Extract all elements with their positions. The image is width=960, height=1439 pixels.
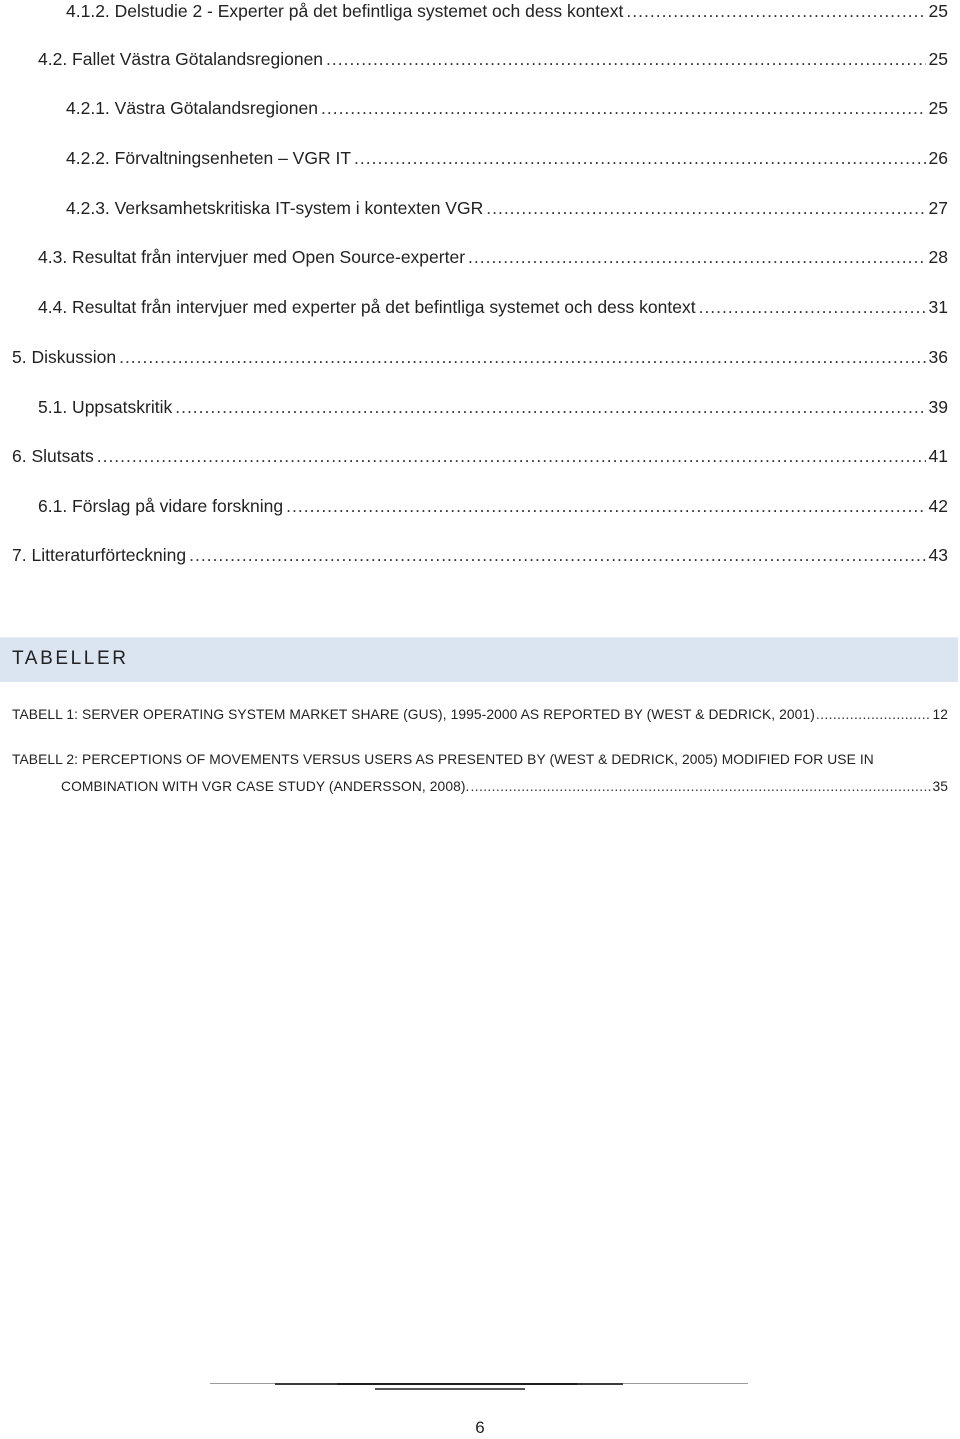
toc-dot-leader — [699, 296, 926, 318]
toc-entry[interactable] — [66, 147, 948, 169]
toc-entry-title: 5. Diskussion — [12, 347, 117, 367]
toc-entry[interactable] — [38, 296, 948, 318]
toc-entry[interactable] — [38, 396, 948, 418]
toc-entry-page: 36 — [928, 347, 948, 367]
toc-entry-page: 28 — [928, 247, 948, 267]
footer-decorative-rules — [0, 1380, 960, 1392]
table-of-contents — [0, 0, 960, 580]
toc-entry-title: 4.1.2. Delstudie 2 - Experter på det befintliga systemet och dess kontext — [66, 1, 624, 21]
toc-entry-page: 27 — [928, 198, 948, 218]
toc-entry-title: 7. Litteraturförteckning — [12, 545, 187, 565]
toc-entry[interactable] — [66, 197, 948, 219]
toc-entry[interactable] — [12, 445, 948, 467]
toc-entry-page: 25 — [928, 49, 948, 69]
toc-entry-page: 25 — [928, 1, 948, 21]
toc-dot-leader — [816, 702, 932, 729]
table-list-entry-title: TABELL 2: PERCEPTIONS OF MOVEMENTS VERSUS USERS AS PRESENTED BY (WEST & DEDRICK, 2005) MODIFIED FOR USE IN — [12, 752, 874, 767]
toc-entry-title: 4.4. Resultat från intervjuer med experter på det befintliga systemet och dess kontext — [38, 297, 696, 317]
toc-entry-title: 6.1. Förslag på vidare forskning — [38, 496, 284, 516]
toc-dot-leader — [97, 445, 926, 467]
toc-entry[interactable] — [66, 97, 948, 119]
page-number: 6 — [475, 1418, 485, 1437]
toc-dot-leader — [354, 147, 926, 169]
table-list-entry[interactable] — [12, 747, 948, 800]
table-list-entry-page: 12 — [932, 707, 948, 722]
toc-dot-leader — [468, 246, 926, 268]
toc-entry-title: 5.1. Uppsatskritik — [38, 397, 173, 417]
toc-entry[interactable] — [12, 544, 948, 566]
toc-entry-page: 41 — [928, 446, 948, 466]
footer-rule — [337, 1383, 577, 1385]
footer-rule — [375, 1388, 525, 1390]
toc-entry-title: 4.2. Fallet Västra Götalandsregionen — [38, 49, 324, 69]
toc-entry-page: 39 — [928, 397, 948, 417]
toc-entry[interactable] — [38, 48, 948, 70]
toc-entry-page: 25 — [928, 98, 948, 118]
toc-entry-page: 42 — [928, 496, 948, 516]
table-list-entry[interactable] — [12, 702, 948, 729]
toc-entry[interactable] — [38, 495, 948, 517]
toc-entry[interactable] — [12, 346, 948, 368]
toc-dot-leader — [175, 396, 925, 418]
toc-entry[interactable] — [66, 0, 948, 22]
tables-section-header — [0, 637, 958, 682]
toc-entry-title: 4.2.3. Verksamhetskritiska IT-system i kontexten VGR — [66, 198, 484, 218]
toc-dot-leader — [626, 0, 925, 22]
table-list-entry-line — [12, 747, 948, 774]
table-list-entry-line — [12, 774, 948, 801]
table-list-entry-title-continued: COMBINATION WITH VGR CASE STUDY (ANDERSSON, 2008). — [61, 778, 470, 794]
toc-entry-title: 4.2.1. Västra Götalandsregionen — [66, 98, 318, 118]
toc-entry-page: 43 — [928, 545, 948, 565]
toc-dot-leader — [321, 97, 926, 119]
tables-section-heading: TABELLER — [12, 648, 129, 669]
toc-dot-leader — [189, 544, 925, 566]
table-list-entry-page: 35 — [932, 778, 948, 794]
table-list-entry-title: TABELL 1: SERVER OPERATING SYSTEM MARKET SHARE (GUS), 1995-2000 AS REPORTED BY (WEST & DEDRICK, 2001) — [12, 707, 815, 722]
toc-entry-page: 31 — [928, 297, 948, 317]
toc-entry-title: 6. Slutsats — [12, 446, 94, 466]
toc-dot-leader — [119, 346, 925, 368]
toc-entry[interactable] — [38, 246, 948, 268]
toc-entry-title: 4.3. Resultat från intervjuer med Open Source-experter — [38, 247, 466, 267]
toc-entry-title: 4.2.2. Förvaltningsenheten – VGR IT — [66, 148, 352, 168]
toc-dot-leader — [286, 495, 925, 517]
toc-dot-leader — [326, 48, 925, 70]
toc-dot-leader — [471, 774, 932, 801]
table-list-entry-line — [12, 702, 948, 729]
toc-dot-leader — [486, 197, 925, 219]
toc-entry-page: 26 — [928, 148, 948, 168]
